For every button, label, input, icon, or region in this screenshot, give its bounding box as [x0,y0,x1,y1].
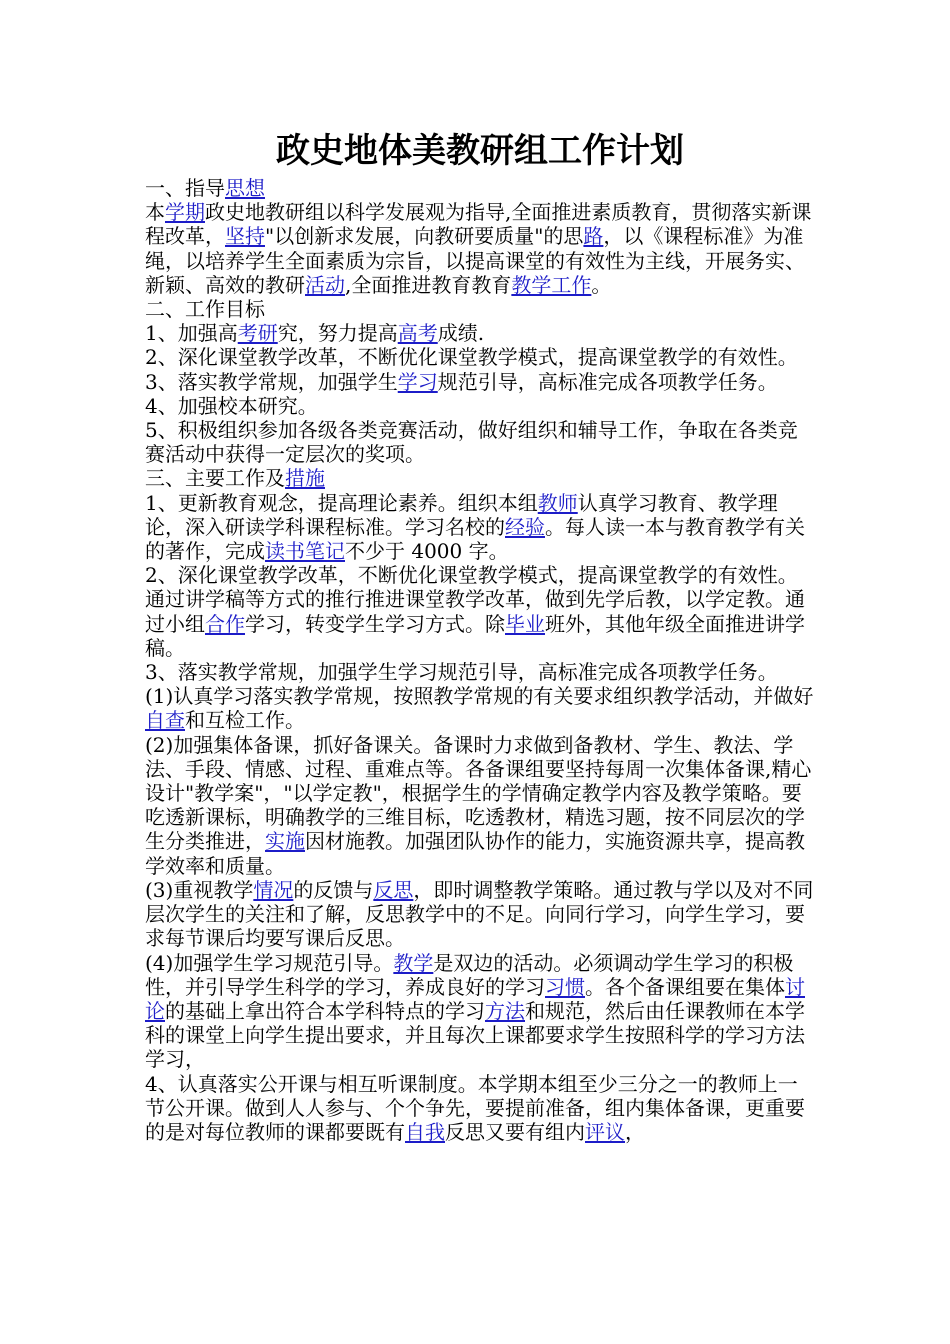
paragraph-text: 三、主要工作及 [145,466,285,491]
paragraph-text: 。 [591,272,612,297]
paragraph-text: "以创新求发展，向教研要质量"的思 [265,224,584,249]
paragraph-text: 。各个备课组要在集体 [585,974,785,999]
paragraph-text: 3、落实教学常规，加强学生 [145,369,398,394]
document-page [145,128,815,1144]
inline-link[interactable]: 经验 [505,514,545,539]
paragraph-text: 4、加强校本研究。 [145,393,318,418]
inline-link[interactable]: 习惯 [545,974,585,999]
paragraph-text: 学习，转变学生学习方式。除 [245,611,505,636]
inline-link[interactable]: 合作 [205,611,245,636]
document-title: 政史地体美教研组工作计划 [276,131,684,171]
inline-link[interactable]: 毕业 [505,611,545,636]
document-body [145,176,815,1144]
inline-link[interactable]: 思想 [225,176,265,200]
paragraph [145,733,815,878]
paragraph-text: 的基础上拿出符合本学科特点的学习 [165,998,485,1023]
paragraph [145,563,815,660]
paragraph-text: 1、加强高 [145,321,238,346]
paragraph [145,878,815,951]
paragraph [145,491,815,564]
paragraph [145,394,815,418]
paragraph-text: (1)认真学习落实教学常规，按照教学常规的有关要求组织教学活动，并做好 [145,684,814,709]
paragraph-text: (4)加强学生学习规范引导。 [145,950,394,975]
inline-link[interactable]: 自我 [405,1119,445,1144]
inline-link[interactable]: 考研 [237,321,278,346]
inline-link[interactable]: 讨论 [145,974,805,1023]
paragraph-text: 因材施教。加强团队协作的能力，实施资源共享，提高教学效率和质量。 [145,829,805,878]
paragraph-text: ， [625,1119,645,1144]
inline-link[interactable]: 评议 [585,1119,625,1144]
paragraph-text: (2)加强集体备课，抓好备课关。备课时力求做到备教材、学生、教法、学法、手段、情感、过程、重难点等。各备课组要坚持每周一次集体备课,精心设计"教学案"，"以学定教"，根据学生的学情确定教学内容及教学策略。要吃透新课标，明确教学的三维目标，吃透教材，精选习题，按不同层次的学生分类推进， [145,732,812,854]
paragraph [145,951,815,1072]
paragraph-text: 和规范，然后由任课教师在本学科的课堂上向学生提出要求，并且每次上课都要求学生按照科学的学习方法学习， [145,998,805,1072]
paragraph-text: 和互检工作。 [185,708,305,733]
paragraph-text: 本 [145,200,165,225]
inline-link[interactable]: 读书笔记 [265,539,345,564]
paragraph-text: 。每人读一本与教育教学有关的著作，完成 [145,514,805,564]
paragraph [145,418,815,466]
paragraph-text: (3)重视教学 [145,877,254,902]
paragraph-text: 是双边的活动。必须调动学生学习的积极性，并引导学生科学的学习，养成良好的学习 [145,950,794,999]
inline-link[interactable]: 反思 [373,877,414,902]
inline-link[interactable]: 学习 [397,369,438,394]
inline-link[interactable]: 高考 [397,321,438,346]
paragraph [145,684,815,732]
inline-link[interactable]: 教学工作 [511,272,592,297]
paragraph [145,200,815,297]
paragraph-text: 1、更新教育观念，提高理论素养。组织本组 [145,490,538,515]
paragraph [145,466,815,490]
paragraph-text: 3、落实教学常规，加强学生学习规范引导，高标准完成各项教学任务。 [145,660,778,685]
paragraph-text: 2、深化课堂教学改革，不断优化课堂教学模式，提高课堂教学的有效性。通过讲学稿等方式的推行推进课堂教学改革，做到先学后教，以学定教。通过小组 [145,563,805,636]
paragraph-text: ，以《课程标准》为准绳，以培养学生全面素质为宗旨，以提高课堂的有效性为主线，开展务实、新颖、高效的教研 [145,224,805,297]
paragraph-text: 一、指导 [145,176,225,200]
paragraph [145,176,815,200]
paragraph [145,345,815,369]
inline-link[interactable]: 坚持 [225,224,265,249]
paragraph-text: 的反馈与 [293,877,374,902]
inline-link[interactable]: 措施 [285,466,325,491]
paragraph-text: 规范引导，高标准完成各项教学任务。 [437,369,778,394]
paragraph-text: ，即时调整教学策略。通过教与学以及对不同层次学生的关注和了解，反思教学中的不足。向同行学习，向学生学习，要求每节课后均要写课后反思。 [145,877,814,951]
paragraph [145,297,815,321]
paragraph [145,321,815,345]
inline-link[interactable]: 学期 [165,200,205,225]
inline-link[interactable]: 方法 [485,998,525,1023]
paragraph-text: 二、工作目标 [145,297,265,322]
paragraph-text: 反思又要有组内 [445,1119,585,1144]
paragraph-text: 5、积极组织参加各级各类竞赛活动，做好组织和辅导工作，争取在各类竞赛活动中获得一定层次的奖项。 [145,418,798,467]
paragraph-text: 不少于 4000 字。 [345,539,509,564]
paragraph-text: 班外，其他年级全面推进讲学稿。 [145,611,805,660]
paragraph-text: 成绩. [437,321,485,346]
paragraph-text: 究，努力提高 [277,321,398,346]
inline-link[interactable]: 路 [583,224,604,249]
paragraph-text: ,全面推进教育教育 [345,272,512,297]
paragraph [145,1072,815,1145]
inline-link[interactable]: 活动 [305,272,345,297]
inline-link[interactable]: 自查 [145,708,185,733]
paragraph [145,370,815,394]
paragraph-text: 2、深化课堂教学改革，不断优化课堂教学模式，提高课堂教学的有效性。 [145,345,798,370]
inline-link[interactable]: 教师 [537,490,578,515]
inline-link[interactable]: 情况 [253,877,294,902]
inline-link[interactable]: 教学 [393,950,434,975]
paragraph-text: 4、认真落实公开课与相互听课制度。本学期本组至少三分之一的教师上一节公开课。做到人人参与、个个争先，要提前准备，组内集体备课，更重要的是对每位教师的课都要既有 [145,1071,805,1144]
inline-link[interactable]: 实施 [265,829,305,854]
paragraph [145,660,815,684]
paragraph-text: 认真学习教育、教学理论，深入研读学科课程标准。学习名校的 [145,490,778,539]
paragraph-text: 政史地教研组以科学发展观为指导,全面推进素质教育，贯彻落实新课程改革， [145,200,812,249]
